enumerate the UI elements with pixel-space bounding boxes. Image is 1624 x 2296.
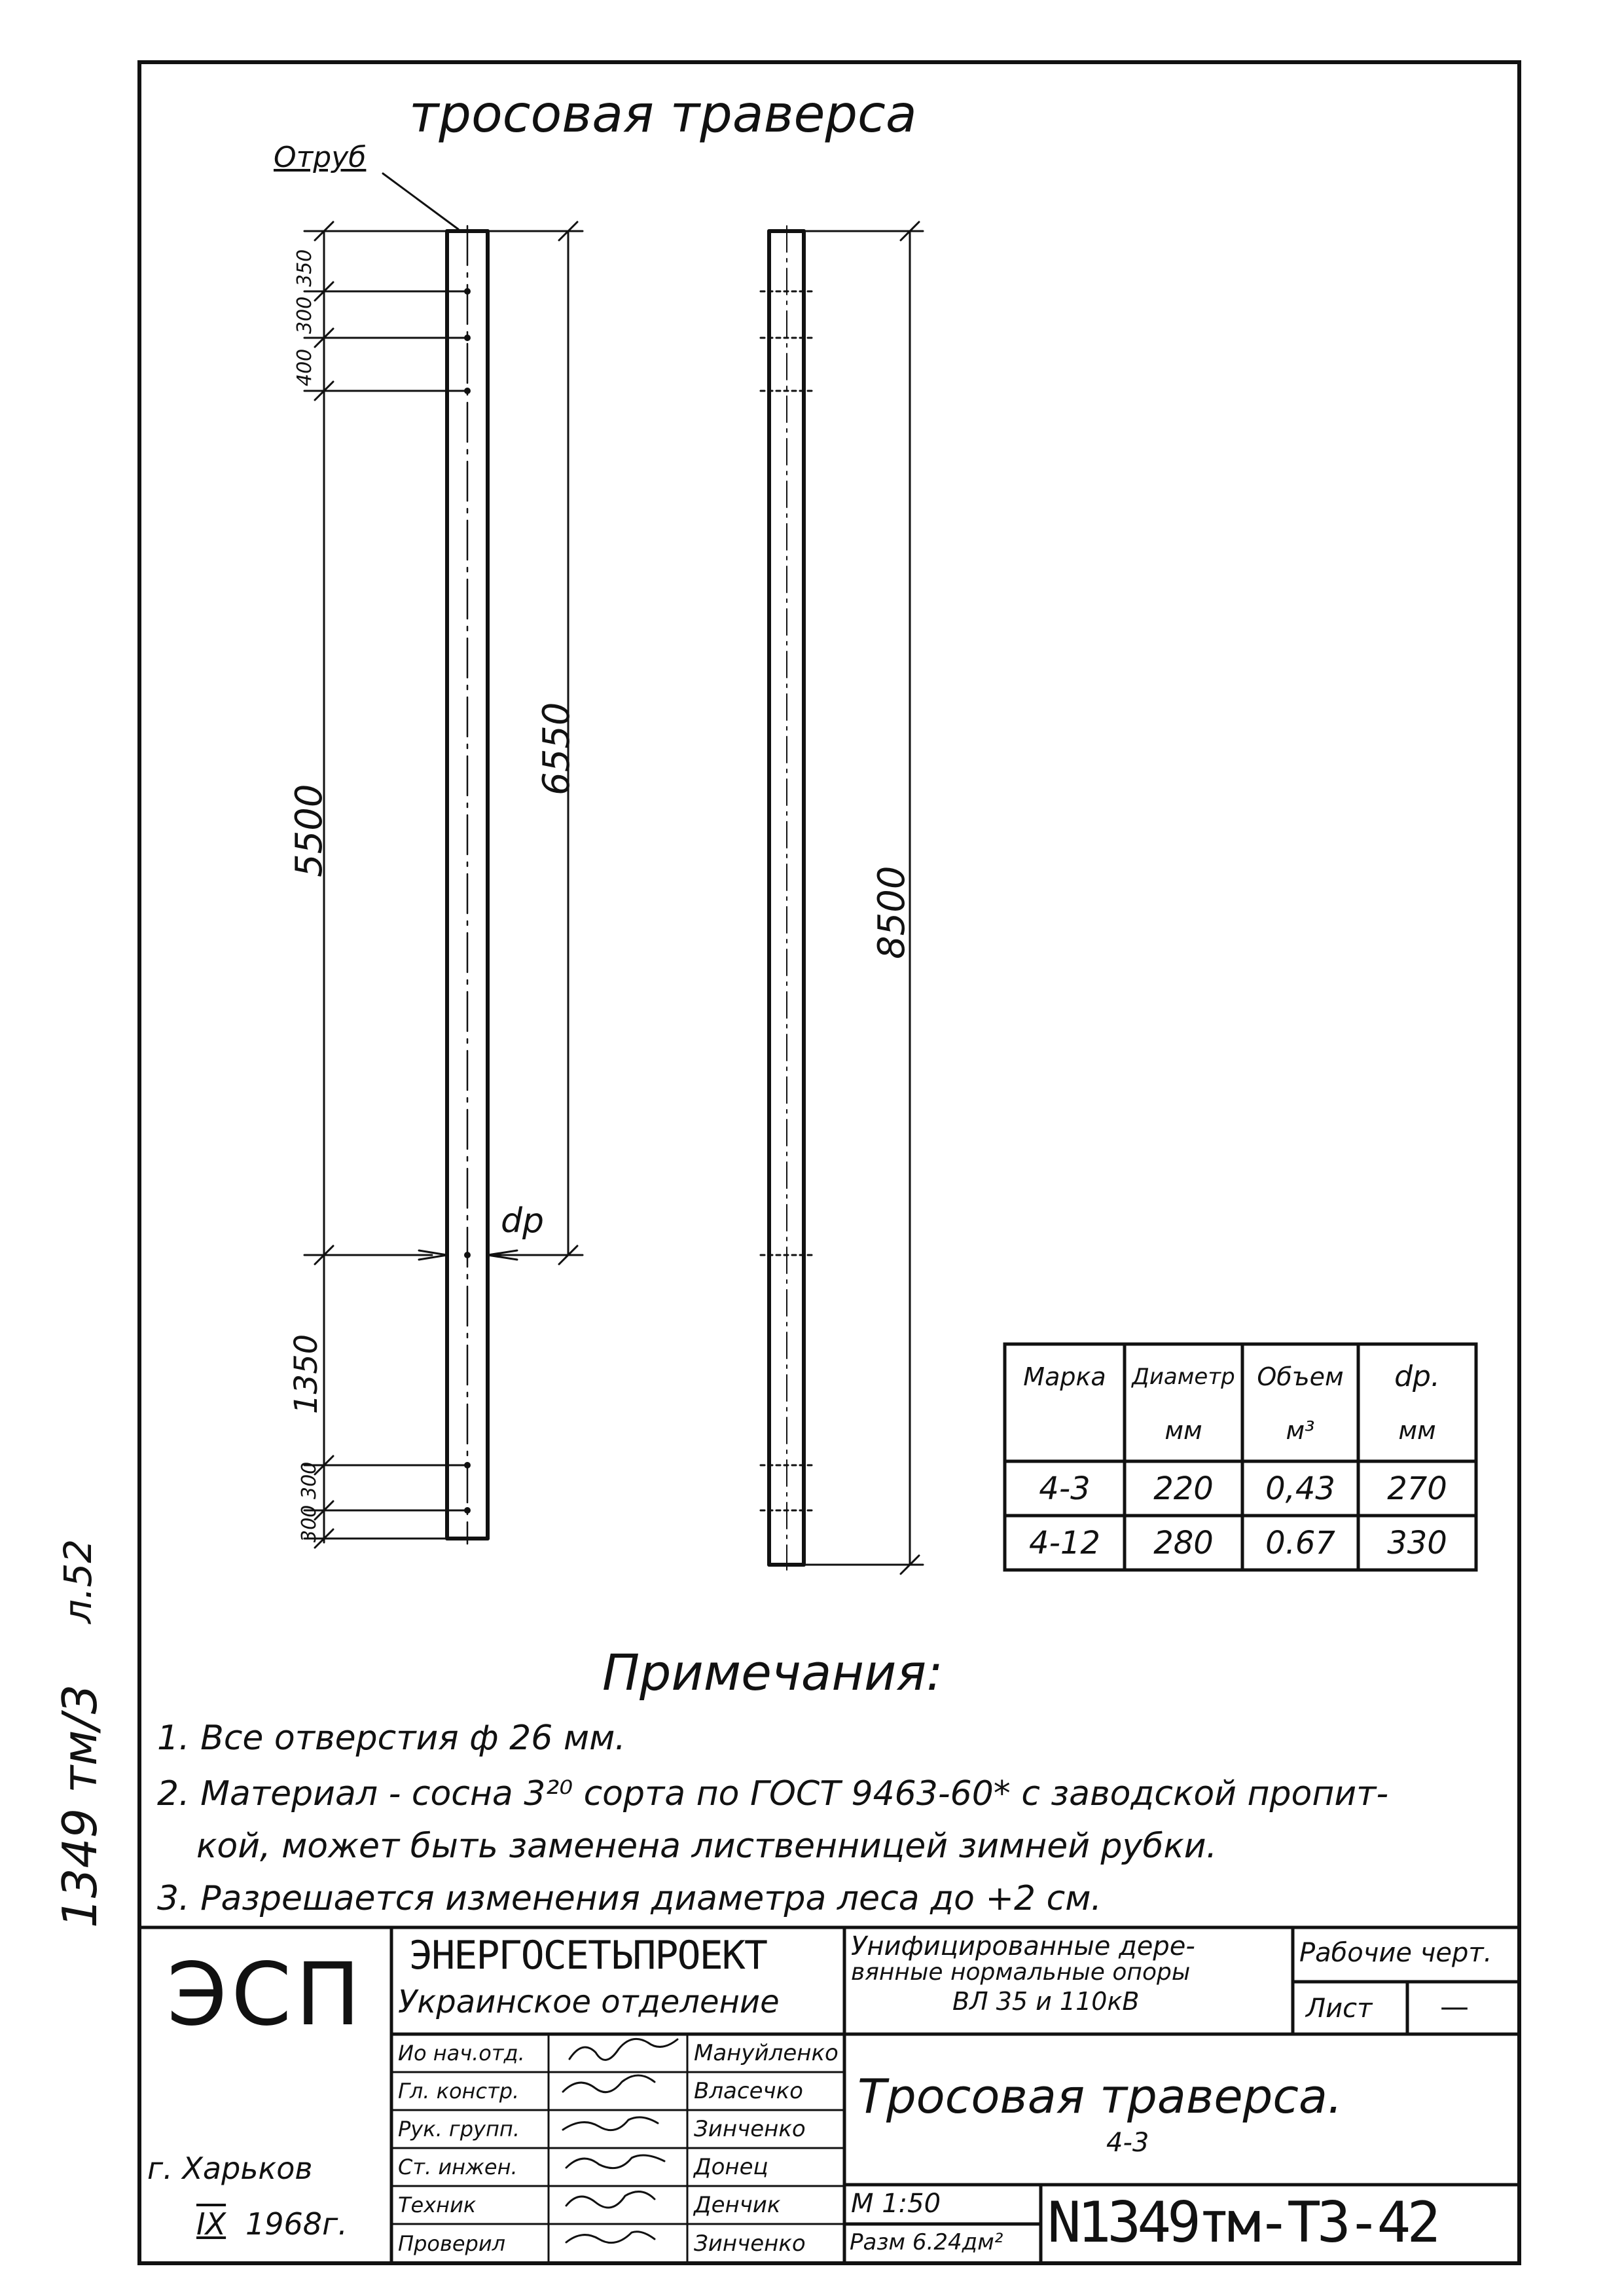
sheet-size: Разм 6.24дм²: [850, 2229, 1003, 2255]
dimension-label-300-top: 300: [293, 296, 316, 334]
staff-name: Зинченко: [694, 2231, 806, 2257]
spec-header-dp: dр.: [1394, 1360, 1440, 1393]
butt-label: Отруб: [274, 141, 367, 174]
note-2-continued: кой, может быть заменена лиственницей зимней рубки.: [196, 1827, 1218, 1866]
staff-role: Гл. констр.: [398, 2079, 520, 2104]
side-archive-number: 1349 тм/3: [52, 1684, 107, 1928]
document-number: N1349тм-Т3-42: [1047, 2190, 1437, 2255]
city: г. Харьков: [147, 2151, 313, 2186]
staff-name: Зинченко: [694, 2116, 806, 2142]
project-line-1: Унифицированные дере-: [851, 1931, 1195, 1961]
drawing-name: Тросовая траверса.: [857, 2069, 1343, 2124]
dimension-label-350: 350: [293, 249, 316, 287]
dimension-label-400: 400: [293, 348, 316, 386]
sheet-frame: [139, 62, 1519, 2263]
spec-header-mark: Марка: [1023, 1362, 1106, 1391]
spec-header-volume: Объем: [1257, 1362, 1344, 1391]
drawing-title: тросовая траверса: [409, 85, 917, 144]
dimension-label-5500: 5500: [288, 784, 331, 877]
staff-role: Рук. групп.: [398, 2117, 520, 2141]
note-1: 1. Все отверстия ф 26 мм.: [157, 1719, 626, 1758]
drawing-mark: 4-3: [1106, 2128, 1149, 2158]
spec-header-diameter: Диаметр: [1132, 1363, 1235, 1390]
date-year: 1968г.: [245, 2206, 348, 2242]
staff-name: Власечко: [694, 2078, 803, 2104]
project-line-2: вянные нормальные опоры: [851, 1959, 1191, 1986]
logo-esp: ЭСП: [167, 1944, 365, 2045]
org-name: ЭНЕРГОСЕТЬПРОЕКТ: [409, 1933, 767, 1978]
spec-row-2-dp: 330: [1387, 1524, 1447, 1561]
staff-role: Техник: [398, 2193, 477, 2217]
spec-header-volume-unit: м³: [1286, 1416, 1315, 1445]
dimension-label-6550: 6550: [535, 702, 578, 795]
staff-role: Проверил: [398, 2231, 506, 2256]
staff-name: Донец: [694, 2154, 768, 2180]
staff-name: Денчик: [694, 2192, 781, 2218]
butt-leader: [383, 173, 458, 229]
staff-role: Ио нач.отд.: [398, 2041, 525, 2066]
dimension-label-300-low-b: 300: [298, 1504, 321, 1542]
stage-label: Рабочие черт.: [1299, 1938, 1492, 1968]
dimension-label-8500: 8500: [871, 866, 913, 959]
note-3: 3. Разрешается изменения диаметра леса до +2 см.: [157, 1879, 1102, 1918]
signatures: [563, 2039, 677, 2242]
side-sheet-number: л.52: [56, 1539, 100, 1624]
note-2: 2. Материал - сосна 3²⁰ сорта по ГОСТ 9463-60* с заводской пропит-: [157, 1774, 1389, 1813]
date-month: IX: [196, 2206, 226, 2242]
dimension-label-300-low-a: 300: [298, 1461, 321, 1499]
scale: М 1:50: [851, 2189, 941, 2219]
notes-heading: Примечания:: [602, 1643, 943, 1702]
staff-name: Мануйленко: [694, 2040, 839, 2066]
spec-row-2-mark: 4-12: [1029, 1524, 1100, 1561]
spec-row-1-volume: 0,43: [1265, 1470, 1335, 1507]
spec-row-2-diameter: 280: [1153, 1524, 1214, 1561]
spec-row-1-mark: 4-3: [1039, 1470, 1091, 1507]
spec-row-2-volume: 0.67: [1265, 1524, 1335, 1561]
project-line-3: ВЛ 35 и 110кВ: [952, 1987, 1140, 2016]
staff-role: Ст. инжен.: [398, 2155, 518, 2179]
spec-row-1-dp: 270: [1387, 1470, 1447, 1507]
spec-row-1-diameter: 220: [1153, 1470, 1214, 1507]
left-dimension-line: [304, 222, 467, 1548]
org-branch: Украинское отделение: [398, 1984, 780, 2020]
spec-header-dp-unit: мм: [1398, 1416, 1436, 1445]
dimension-label-1350: 1350: [288, 1334, 325, 1414]
sheet-label: Лист: [1306, 1994, 1373, 2024]
dimension-label-dp: dр: [501, 1201, 545, 1241]
sheet-value: —: [1440, 1990, 1469, 2024]
spec-header-diameter-unit: мм: [1164, 1416, 1202, 1445]
